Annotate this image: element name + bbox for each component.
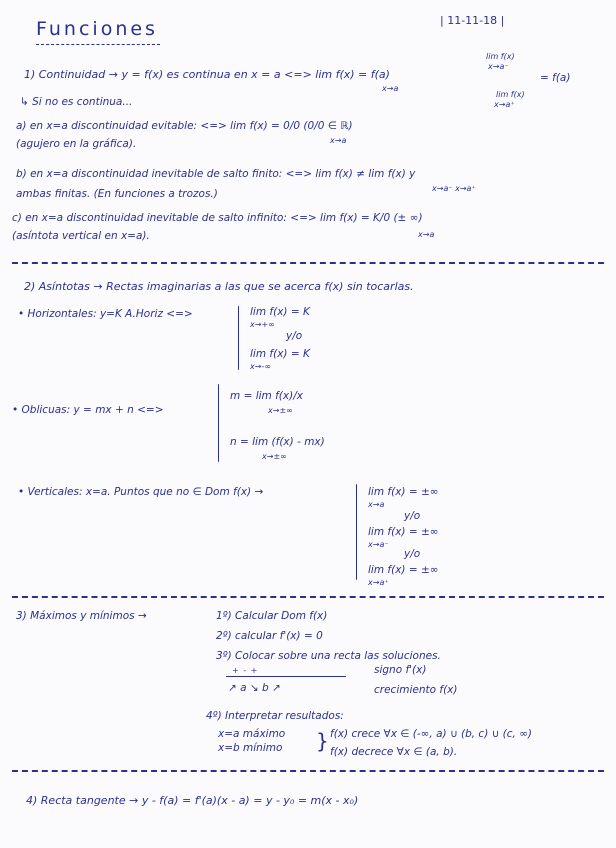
case-a-sub: x→a [330, 136, 347, 145]
not-continuous-label: ↳ Si no es continua... [20, 96, 133, 108]
case-b-line2: ambas finitas. (En funciones a trozos.) [16, 188, 218, 200]
continuity-brace-top: lim f(x) [486, 52, 515, 61]
horizontal-label: • Horizontales: y=K A.Horiz <=> [18, 308, 193, 320]
min-label: x=b mínimo [218, 742, 283, 754]
oblique-m: m = lim f(x)/x [230, 390, 303, 402]
section-divider-1 [12, 262, 604, 264]
page-title: Funciones [36, 18, 158, 40]
result-brace-icon: } [316, 729, 329, 753]
sign-line-marks: ↗ a ↘ b ↗ [228, 682, 281, 694]
horizontal-brace [238, 306, 239, 370]
max-label: x=a máximo [218, 728, 286, 740]
title-underline [36, 44, 160, 45]
step-4: 4º) Interpretar resultados: [206, 710, 344, 722]
date-label: | 11-11-18 | [440, 14, 505, 27]
vertical-lim2: lim f(x) = ±∞ [368, 526, 439, 538]
increases-label: f(x) crece ∀x ∈ (-∞, a) ∪ (b, c) ∪ (c, ∞) [330, 728, 533, 740]
oblique-n-sub: x→±∞ [262, 452, 287, 461]
asymptotes-heading: 2) Asíntotas → Rectas imaginarias a las que se acerca f(x) sin tocarlas. [24, 280, 414, 293]
horizontal-lim1: lim f(x) = K [250, 306, 310, 318]
oblique-n: n = lim (f(x) - mx) [230, 436, 325, 448]
vertical-or1: y/o [404, 510, 421, 522]
horizontal-or: y/o [286, 330, 303, 342]
horizontal-lim2-sub: x→-∞ [250, 362, 271, 371]
case-c-line1: c) en x=a discontinuidad inevitable de salto infinito: <=> lim f(x) = K/0 (± ∞) [12, 212, 423, 224]
oblique-brace [218, 384, 219, 462]
oblique-m-sub: x→±∞ [268, 406, 293, 415]
horizontal-lim2: lim f(x) = K [250, 348, 310, 360]
decreases-label: f(x) decrece ∀x ∈ (a, b). [330, 746, 458, 758]
maxmin-heading: 3) Máximos y mínimos → [16, 610, 147, 622]
continuity-brace-bot-sub: x→a⁺ [494, 100, 515, 109]
case-c-sub: x→a [418, 230, 435, 239]
vertical-lim1: lim f(x) = ±∞ [368, 486, 439, 498]
growth-label: crecimiento f(x) [374, 684, 458, 696]
continuity-brace-bot: lim f(x) [496, 90, 525, 99]
case-c-line2: (asíntota vertical en x=a). [12, 230, 150, 242]
oblique-label: • Oblicuas: y = mx + n <=> [12, 404, 164, 416]
horizontal-lim1-sub: x→+∞ [250, 320, 275, 329]
vertical-label: • Verticales: x=a. Puntos que no ∈ Dom f(x) → [18, 486, 264, 498]
case-a-line2: (agujero en la gráfica). [16, 138, 137, 150]
vertical-brace [356, 484, 357, 580]
tangent-line: 4) Recta tangente → y - f(a) = f'(a)(x - a) = y - y₀ = m(x - x₀) [26, 794, 359, 807]
vertical-lim1-sub: x→a [368, 500, 385, 509]
vertical-lim2-sub: x→a⁻ [368, 540, 389, 549]
case-b-line1: b) en x=a discontinuidad inevitable de salto finito: <=> lim f(x) ≠ lim f(x) y [16, 168, 416, 180]
vertical-lim3-sub: x→a⁺ [368, 578, 389, 587]
section-divider-3 [12, 770, 604, 772]
sign-derivative-label: signo f'(x) [374, 664, 427, 676]
step-2: 2º) calcular f'(x) = 0 [216, 630, 323, 642]
continuity-brace-top-sub: x→a⁻ [488, 62, 509, 71]
vertical-lim3: lim f(x) = ±∞ [368, 564, 439, 576]
continuity-brace-eq: = f(a) [540, 72, 571, 84]
continuity-heading: 1) Continuidad → y = f(x) es continua en x = a <=> lim f(x) = f(a) [24, 68, 390, 81]
section-divider-2 [12, 596, 604, 598]
step-1: 1º) Calcular Dom f(x) [216, 610, 328, 622]
step-3: 3º) Colocar sobre una recta las soluciones. [216, 650, 441, 662]
vertical-or2: y/o [404, 548, 421, 560]
sign-line-signs: + - + [232, 666, 259, 675]
number-line [226, 676, 346, 677]
case-a-line1: a) en x=a discontinuidad evitable: <=> lim f(x) = 0/0 (0/0 ∈ ℝ) [16, 120, 353, 132]
case-b-sub: x→a⁻ x→a⁺ [432, 184, 476, 193]
continuity-lim-sub: x→a [382, 84, 399, 93]
